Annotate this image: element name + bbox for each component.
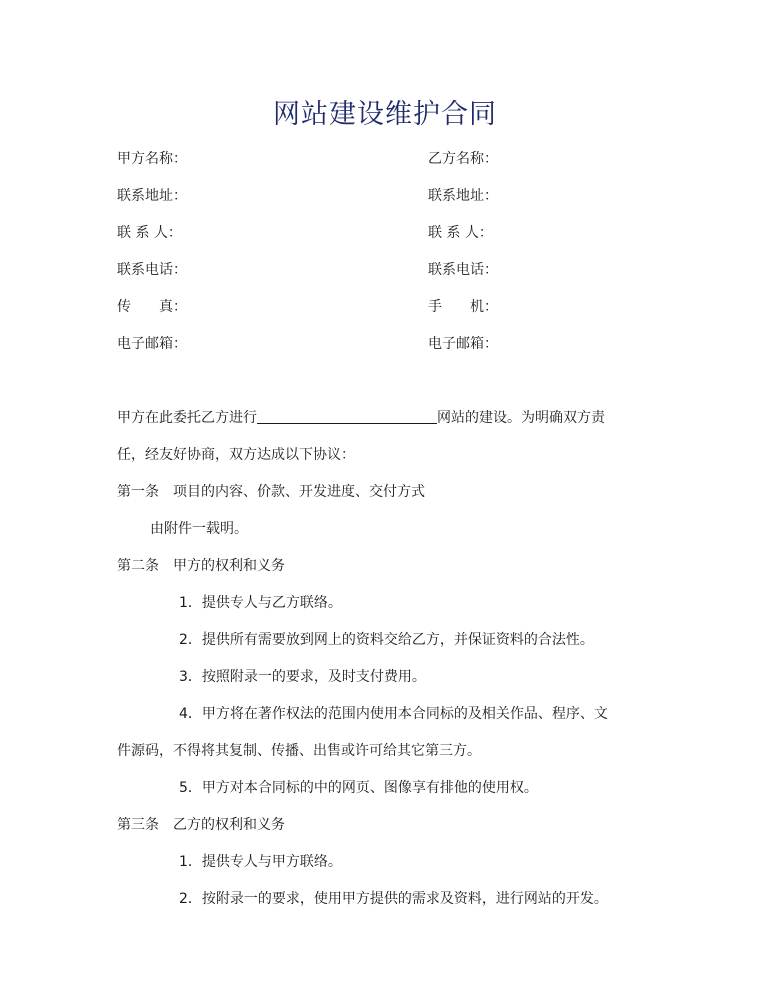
intro-paragraph-line1	[117, 408, 605, 428]
article-1-title: 项目的内容、价款、开发进度、交付方式	[173, 484, 425, 500]
article-3-heading-line	[117, 815, 285, 835]
article-2-item-4-cont: 件源码，不得将其复制、传播、出售或许可给其它第三方。	[117, 743, 481, 759]
article-1-body: 由附件一载明。	[150, 521, 248, 537]
party-a-fax-label: 传 真：	[117, 299, 187, 315]
party-a-name-label: 甲方名称：	[117, 151, 187, 167]
page-title: 网站建设维护合同	[273, 99, 497, 130]
article-3-title: 乙方的权利和义务	[173, 817, 285, 833]
project-name-blank	[257, 409, 437, 424]
article-2-item-5: 5．甲方对本合同标的中的网页、图像享有排他的使用权。	[179, 780, 538, 796]
article-2-item-4: 4．甲方将在著作权法的范围内使用本合同标的及相关作品、程序、文	[179, 706, 608, 722]
party-a-address-label: 联系地址：	[117, 188, 187, 204]
intro-after-blank: 网站的建设。为明确双方责	[437, 410, 605, 426]
article-2-title: 甲方的权利和义务	[173, 558, 285, 574]
party-b-phone-label: 联系电话：	[428, 262, 498, 278]
party-b-mobile-label: 手 机：	[428, 299, 498, 315]
party-a-phone-label: 联系电话：	[117, 262, 187, 278]
article-2-heading-line	[117, 556, 285, 576]
article-2-number: 第二条	[117, 558, 159, 574]
article-3-item-1: 1．提供专人与甲方联络。	[179, 854, 342, 870]
party-b-name-label: 乙方名称：	[428, 151, 498, 167]
party-b-address-label: 联系地址：	[428, 188, 498, 204]
party-b-email-label: 电子邮箱：	[428, 336, 498, 352]
party-a-contact-label: 联 系 人：	[117, 225, 182, 241]
party-b-contact-label: 联 系 人：	[428, 225, 493, 241]
article-2-item-1: 1．提供专人与乙方联络。	[179, 595, 342, 611]
article-2-item-3: 3．按照附录一的要求，及时支付费用。	[179, 669, 426, 685]
article-1-heading-line	[117, 482, 425, 502]
party-a-email-label: 电子邮箱：	[117, 336, 187, 352]
article-1-number: 第一条	[117, 484, 159, 500]
article-3-item-2: 2．按附录一的要求，使用甲方提供的需求及资料，进行网站的开发。	[179, 891, 608, 907]
intro-paragraph-line2: 任，经友好协商，双方达成以下协议：	[117, 447, 355, 463]
article-2-item-2: 2．提供所有需要放到网上的资料交给乙方，并保证资料的合法性。	[179, 632, 594, 648]
intro-before-blank: 甲方在此委托乙方进行	[117, 410, 257, 426]
article-3-number: 第三条	[117, 817, 159, 833]
